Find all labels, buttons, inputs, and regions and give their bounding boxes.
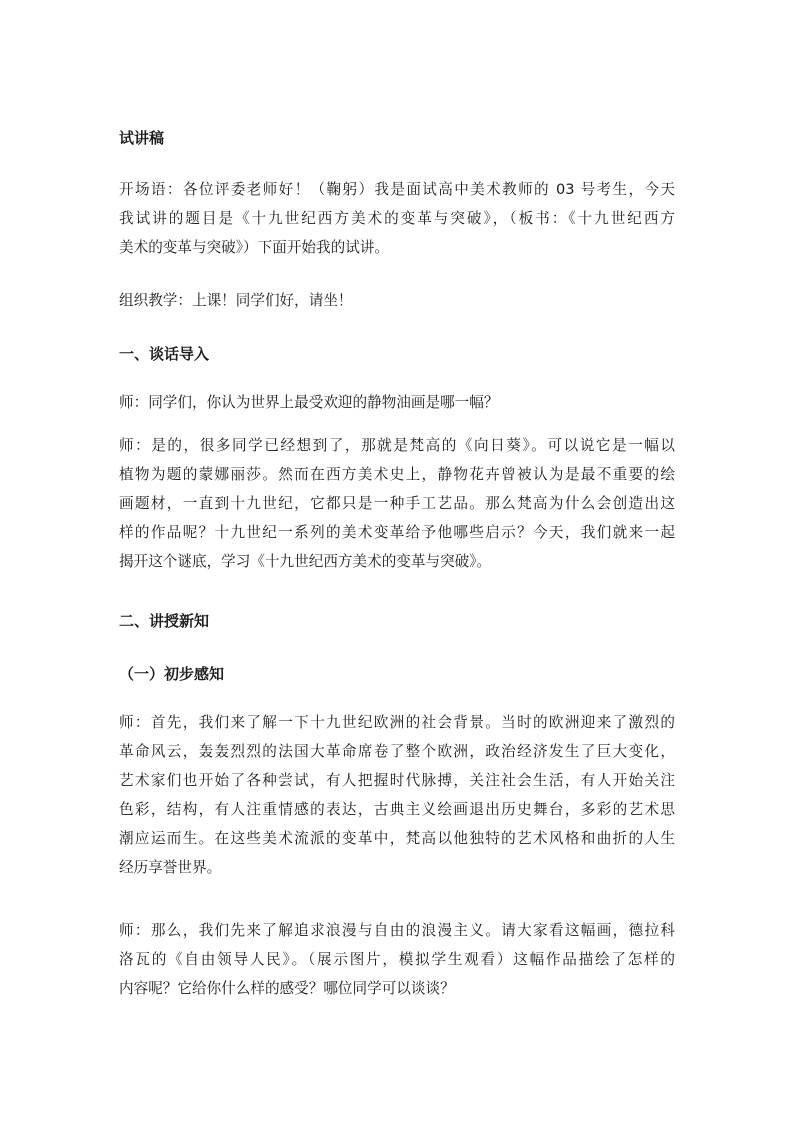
intro-answer-paragraph: [119, 431, 675, 576]
text-line: 开场语：各位评委老师好！（鞠躬）我是面试高中美术教师的 03 号考生，今天: [119, 181, 675, 198]
text-line: 美术的变革与突破》）下面开始我的试讲。: [119, 239, 389, 256]
section-heading: 二、讲授新知: [119, 612, 210, 630]
text-line: 革命风云，轰轰烈烈的法国大革命席卷了整个欧洲，政治经济发生了巨大变化，: [119, 743, 675, 760]
text-line: 画题材，一直到十九世纪，它都只是一种手工艺品。那么梵高为什么会创造出这: [119, 495, 675, 512]
section-heading: 一、谈话导入: [119, 345, 210, 363]
text-line: 植物为题的蒙娜丽莎。然而在西方美术史上，静物花卉曾被认为是最不重要的绘: [119, 466, 675, 483]
opening-paragraph: [119, 175, 675, 262]
text-line: 色彩，结构，有人注重情感的表达，古典主义绘画退出历史舞台，多彩的艺术思: [119, 801, 675, 818]
romanticism-paragraph: [119, 916, 675, 1003]
intro-question-paragraph: 师：同学们，你认为世界上最受欢迎的静物油画是哪一幅？: [119, 394, 499, 411]
document-title: 试讲稿: [119, 129, 165, 147]
text-line: 内容呢？它给你什么样的感受？哪位同学可以谈谈？: [119, 980, 455, 997]
text-line: 样的作品呢？十九世纪一系列的美术变革给予他哪些启示？今天，我们就来一起: [119, 524, 675, 541]
organize-paragraph: 组织教学：上课！同学们好，请坐！: [119, 292, 353, 309]
text-line: 师：是的，很多同学已经想到了，那就是梵高的《向日葵》。可以说它是一幅以: [119, 437, 675, 454]
text-line: 揭开这个谜底，学习《十九世纪西方美术的变革与突破》。: [119, 553, 492, 570]
text-line: 师：那么，我们先来了解追求浪漫与自由的浪漫主义。请大家看这幅画，德拉科: [119, 922, 675, 939]
text-line: 潮应运而生。在这些美术流派的变革中，梵高以他独特的艺术风格和曲折的人生: [119, 830, 675, 847]
background-paragraph: [119, 708, 675, 882]
text-line: 艺术家们也开始了各种尝试，有人把握时代脉搏，关注社会生活，有人开始关注: [119, 772, 675, 789]
text-line: 洛瓦的《自由领导人民》。（展示图片，模拟学生观看）这幅作品描绘了怎样的: [119, 951, 675, 968]
text-line: 师：首先，我们来了解一下十九世纪欧洲的社会背景。当时的欧洲迎来了激烈的: [119, 714, 675, 731]
subsection-heading: （一）初步感知: [119, 665, 225, 683]
text-line: 经历享誉世界。: [119, 859, 222, 876]
text-line: 我试讲的题目是《十九世纪西方美术的变革与突破》，（板书：《十九世纪西方: [119, 210, 675, 227]
